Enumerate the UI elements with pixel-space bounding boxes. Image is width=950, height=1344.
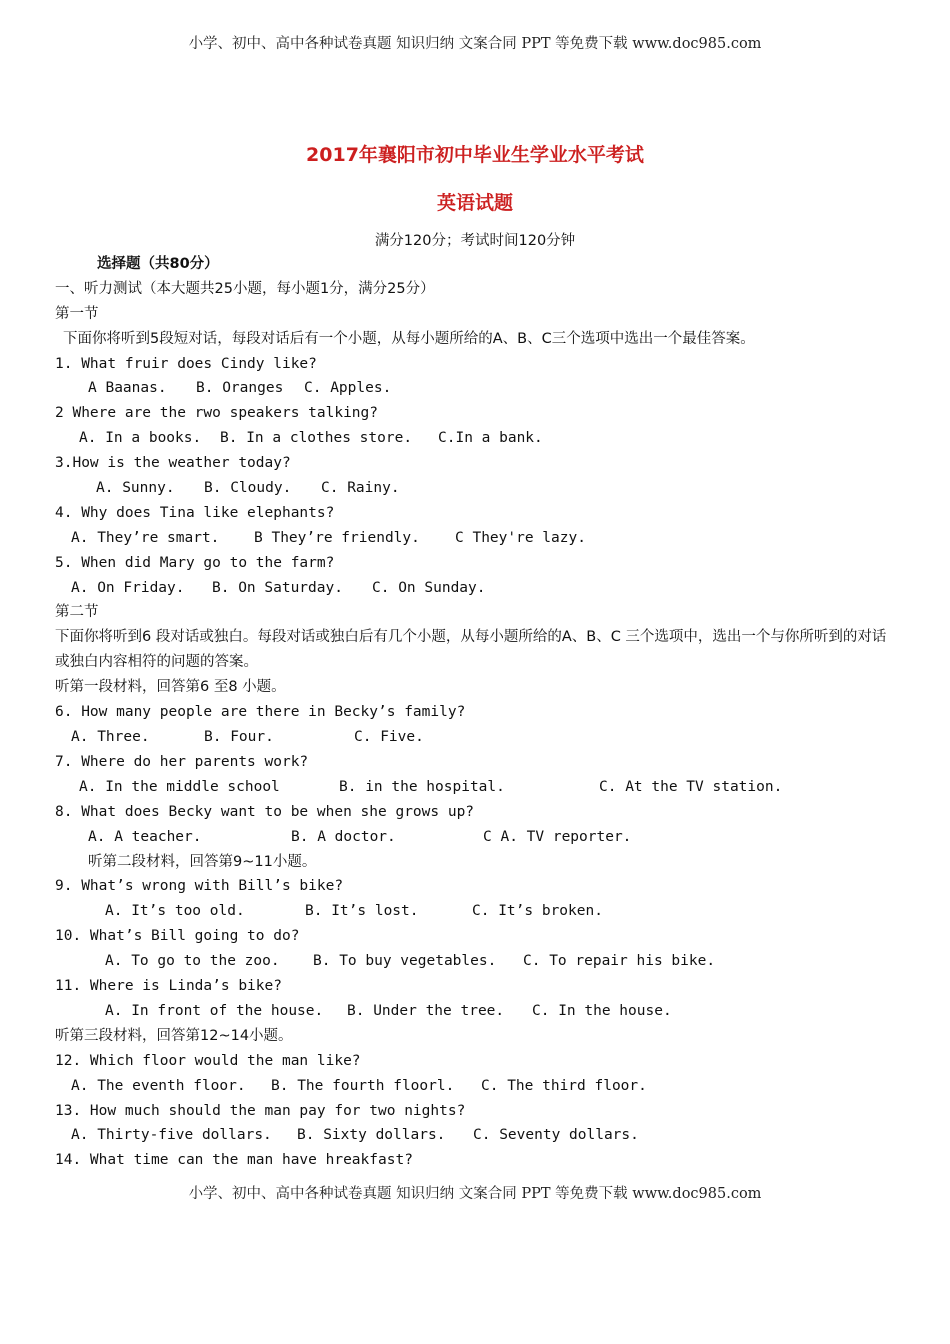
question-6-options [55,725,900,750]
question-7: 7. Where do her parents work? [55,754,309,771]
question-7-options [55,775,900,800]
listening-passage-1-note: 听第一段材料，回答第6 至8 小题。 [55,679,286,696]
part1-sec2-label: 第二节 [55,604,99,621]
question-3-options [55,476,900,501]
question-1-options [55,376,900,401]
part1-sec1-instructions: 下面你将听到5段短对话，每段对话后有一个小题，从每小题所给的A、B、C三个选项中选出一个最佳答案。 [63,330,755,347]
option-c: C. On Sunday. [372,579,486,596]
question-10: 10. What’s Bill going to do? [55,928,300,945]
option-a: A. Three. [71,729,150,746]
option-a: A. Sunny. [96,480,175,497]
question-5: 5. When did Mary go to the farm? [55,554,335,571]
exam-content [55,252,900,1173]
question-4: 4. Why does Tina like elephants? [55,504,335,521]
option-b: B. Under the tree. [347,1002,505,1019]
question-11-options [55,999,900,1024]
question-2: 2 Where are the rwo speakers talking? [55,405,379,422]
option-c: C. It’s broken. [472,903,603,920]
option-c: C They're lazy. [455,529,586,546]
question-13: 13. How much should the man pay for two nights? [55,1102,466,1119]
option-b: B. Cloudy. [204,480,292,497]
option-b: B. The fourth floorl. [271,1077,455,1094]
option-c: C. Seventy dollars. [473,1127,639,1144]
question-11: 11. Where is Linda’s bike? [55,978,282,995]
question-10-options [55,949,900,974]
option-c: C. To repair his bike. [523,953,716,970]
option-a: A. Thirty-five dollars. [71,1127,272,1144]
exam-subject: 英语试题 [436,192,513,214]
option-b: B. Oranges [196,380,284,397]
option-b: B. A doctor. [291,828,396,845]
score-info: 满分120分；考试时间120分钟 [374,233,576,249]
option-c: C A. TV reporter. [483,828,632,845]
option-a: A. In front of the house. [105,1002,324,1019]
option-c: C. In the house. [532,1002,672,1019]
option-a: A. In a books. [79,430,202,447]
listening-passage-2-note: 听第二段材料，回答第9~11小题。 [88,853,317,870]
option-c: C. Apples. [304,380,392,397]
option-a: A. In the middle school [79,778,280,795]
option-c: C.In a bank. [438,430,543,447]
option-a: A. The eventh floor. [71,1077,246,1094]
question-9-options [55,899,900,924]
question-2-options [55,426,900,451]
option-b: B. In a clothes store. [220,430,413,447]
question-5-options [55,576,900,601]
page-footer: 小学、初中、高中各种试卷真题 知识归纳 文案合同 PPT 等免费下载 www.doc985.com [188,1186,762,1202]
question-8: 8. What does Becky want to be when she grows up? [55,803,475,820]
question-12: 12. Which floor would the man like? [55,1052,361,1069]
exam-title: 2017年襄阳市初中毕业生学业水平考试 [306,144,644,166]
option-c: C. Rainy. [321,480,400,497]
option-c: C. The third floor. [481,1077,647,1094]
option-b: B. It’s lost. [305,903,419,920]
question-9: 9. What’s wrong with Bill’s bike? [55,878,344,895]
part1-sec2-instructions: 下面你将听到6 段对话或独白。每段对话或独白后有几个小题，从每小题所给的A、B、C 三个选项中，选出一个与你所听到的对话或独白内容相符的问题的答案。 [55,629,887,671]
option-a: A Baanas. [88,380,167,397]
question-13-options [55,1123,900,1148]
part1-title: 一、听力测试（本大题共25小题，每小题1分，满分25分） [55,280,435,297]
option-b: B. in the hospital. [339,778,505,795]
option-b: B. On Saturday. [212,579,343,596]
section-choice-heading: 选择题（共80分） [97,256,219,272]
option-a: A. A teacher. [88,828,202,845]
option-a: A. On Friday. [71,579,185,596]
option-b: B. Four. [204,729,274,746]
option-c: C. Five. [354,729,424,746]
question-3: 3.How is the weather today? [55,455,291,472]
question-6: 6. How many people are there in Becky’s family? [55,704,466,721]
question-8-options [55,825,900,850]
page-header: 小学、初中、高中各种试卷真题 知识归纳 文案合同 PPT 等免费下载 www.doc985.com [188,36,762,52]
option-b: B. Sixty dollars. [297,1127,446,1144]
listening-passage-3-note: 听第三段材料，回答第12~14小题。 [55,1027,293,1044]
option-a: A. They’re smart. [71,529,220,546]
option-a: A. It’s too old. [105,903,245,920]
question-14: 14. What time can the man have hreakfast? [55,1152,413,1169]
option-b: B They’re friendly. [254,529,420,546]
option-b: B. To buy vegetables. [313,953,497,970]
option-a: A. To go to the zoo. [105,953,280,970]
option-c: C. At the TV station. [599,778,783,795]
question-4-options [55,526,900,551]
question-1: 1. What fruir does Cindy like? [55,355,317,372]
part1-sec1-label: 第一节 [55,305,99,322]
question-12-options [55,1074,900,1099]
